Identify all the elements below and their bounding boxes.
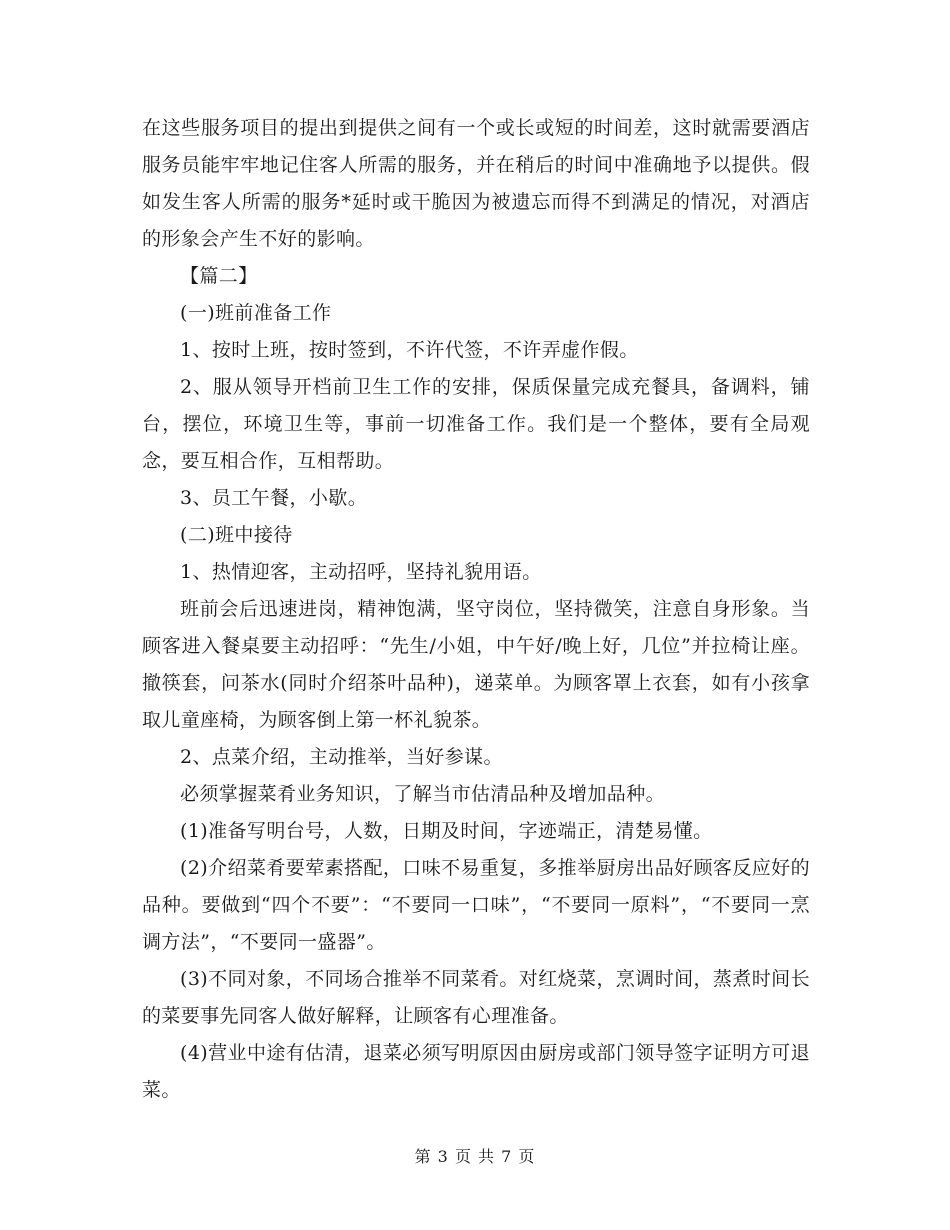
paragraph-sub-4: (4)营业中途有估清，退菜必须写明原因由厨房或部门领导签字证明方可退菜。	[142, 1042, 810, 1101]
subheading-in-shift: (二)班中接待	[180, 524, 293, 546]
paragraph-item-3: 3、员工午餐，小歇。	[180, 487, 368, 509]
paragraph-menu-knowledge: 必须掌握菜肴业务知识，了解当市估清品种及增加品种。	[180, 783, 666, 805]
paragraph-sub-1: (1)准备写明台号，人数，日期及时间，字迹端正，清楚易懂。	[180, 820, 713, 842]
paragraph-item-1: 1、按时上班，按时签到，不许代签，不许弄虚作假。	[180, 339, 639, 361]
page-number: 第 3 页 共 7 页	[414, 1147, 536, 1166]
paragraph-greeting-detail: 班前会后迅速进岗，精神饱满，坚守岗位，坚持微笑，注意自身形象。当顾客进入餐桌要主动招呼：“先生/小姐，中午好/晚上好，几位”并拉椅让座。撤筷套，问茶水(同时介绍茶叶品种)，递菜单。为顾客罩上衣套，如有小孩拿取儿童座椅，为顾客倒上第一杯礼貌茶。	[142, 598, 810, 731]
paragraph-1: 在这些服务项目的提出到提供之间有一个或长或短的时间差，这时就需要酒店服务员能牢牢地记住客人所需的服务，并在稍后的时间中准确地予以提供。假如发生客人所需的服务*延时或干脆因为被遗忘而得不到满足的情况，对酒店的形象会产生不好的影响。	[142, 117, 810, 250]
paragraph-ordering: 2、点菜介绍，主动推举，当好参谋。	[180, 746, 503, 768]
document-body	[142, 110, 810, 1109]
subheading-pre-shift: (一)班前准备工作	[180, 302, 332, 324]
section-heading-part-two: 【篇二】	[180, 265, 258, 287]
paragraph-greeting: 1、热情迎客，主动招呼，坚持礼貌用语。	[180, 561, 542, 583]
paragraph-sub-3: (3)不同对象，不同场合推举不同菜肴。对红烧菜，烹调时间，蒸煮时间长的菜要事先同客人做好解释，让顾客有心理准备。	[142, 968, 810, 1027]
paragraph-sub-2: (2)介绍菜肴要荤素搭配，口味不易重复，多推举厨房出品好顾客反应好的品种。要做到“四个不要”：“不要同一口味”，“不要同一原料”，“不要同一烹调方法”，“不要同一盛器”。	[142, 857, 810, 953]
page-footer	[0, 1144, 950, 1167]
paragraph-item-2: 2、服从领导开档前卫生工作的安排，保质保量完成充餐具，备调料，铺台，摆位，环境卫生等，事前一切准备工作。我们是一个整体，要有全局观念，要互相合作，互相帮助。	[142, 376, 810, 472]
